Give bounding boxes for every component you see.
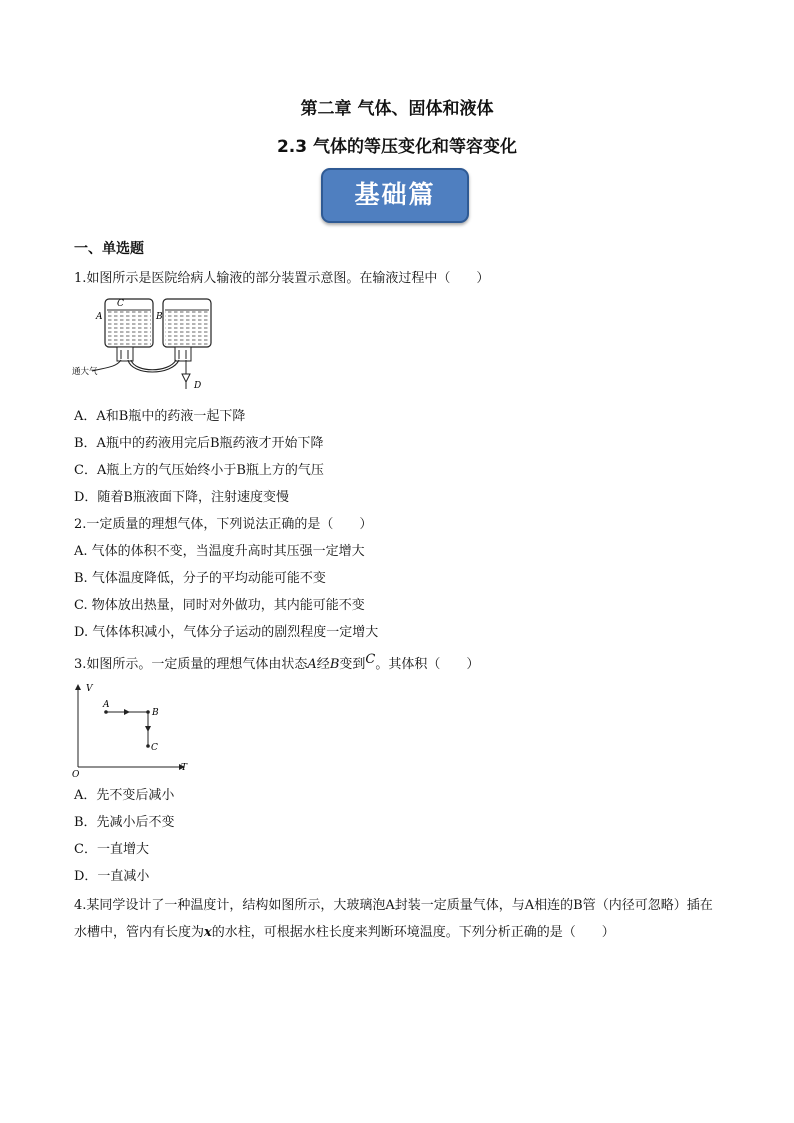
- q4-var-x: x: [204, 925, 212, 940]
- q3-stem-post: 。其体积（ ）: [375, 657, 480, 672]
- q2-option-c: C. 物体放出热量，同时对外做功，其内能可能不变: [74, 598, 365, 613]
- point-a: [104, 710, 108, 714]
- section-heading: 一、单选题: [74, 241, 144, 257]
- axis-t-label: T: [181, 763, 188, 773]
- q1-option-a: A．A和B瓶中的药液一起下降: [74, 409, 246, 424]
- q3-option-d: D．一直减小: [74, 869, 150, 884]
- bottle-a-liquid: [107, 310, 151, 345]
- bottle-b-liquid: [165, 310, 209, 345]
- q3-state-b: B: [329, 657, 340, 672]
- q2-stem: 2.一定质量的理想气体，下列说法正确的是（ ）: [74, 517, 373, 532]
- label-air: 通大气: [72, 367, 98, 377]
- q3-state-c: C: [365, 652, 376, 667]
- q3-stem-mid1: 经: [316, 657, 330, 672]
- label-point-c: C: [151, 743, 158, 753]
- q1-option-b: B．A瓶中的药液用完后B瓶药液才开始下降: [74, 436, 324, 451]
- q1-option-c: C．A瓶上方的气压始终小于B瓶上方的气压: [74, 463, 324, 478]
- q3-stem: [74, 652, 480, 674]
- section-title: 2.3 气体的等压变化和等容变化: [276, 137, 518, 157]
- q3-option-a: A．先不变后减小: [74, 788, 175, 803]
- q1-infusion-figure: [72, 294, 212, 394]
- label-d: D: [194, 381, 202, 391]
- point-b: [146, 710, 150, 714]
- q1-stem: 1.如图所示是医院给病人输液的部分装置示意图。在输液过程中（ ）: [74, 271, 490, 286]
- q4-stem-pre: 4.某同学设计了一种温度计，结构如图所示，大玻璃泡A封装一定质量气体，与A相连的B管（内径可忽略）插在水槽中，管内有长度为: [74, 898, 713, 940]
- level-badge: 基础篇: [321, 168, 469, 223]
- q3-stem-mid2: 变到: [339, 657, 366, 672]
- label-b: B: [156, 312, 163, 322]
- label-a: A: [96, 312, 103, 322]
- label-point-b: B: [152, 708, 159, 718]
- label-point-a: A: [103, 700, 110, 710]
- q3-vt-graph: [70, 680, 194, 780]
- q2-option-d: D. 气体体积减小，气体分子运动的剧烈程度一定增大: [74, 625, 379, 640]
- axis-v-label: V: [86, 684, 93, 694]
- point-c: [146, 744, 150, 748]
- origin-label: O: [72, 770, 80, 780]
- chapter-title: 第二章 气体、固体和液体: [300, 99, 494, 119]
- q4-stem-post: 的水柱，可根据水柱长度来判断环境温度。下列分析正确的是（ ）: [211, 925, 615, 940]
- q2-option-b: B. 气体温度降低，分子的平均动能可能不变: [74, 571, 326, 586]
- q3-option-b: B．先减小后不变: [74, 815, 175, 830]
- q4-stem: [74, 892, 724, 946]
- q1-option-d: D．随着B瓶液面下降，注射速度变慢: [74, 490, 289, 505]
- q3-stem-pre: 3.如图所示。一定质量的理想气体由状态: [74, 657, 308, 672]
- q2-option-a: A. 气体的体积不变，当温度升高时其压强一定增大: [74, 544, 365, 559]
- q3-state-a: A: [307, 657, 317, 672]
- q3-option-c: C．一直增大: [74, 842, 149, 857]
- label-c: C: [117, 299, 124, 309]
